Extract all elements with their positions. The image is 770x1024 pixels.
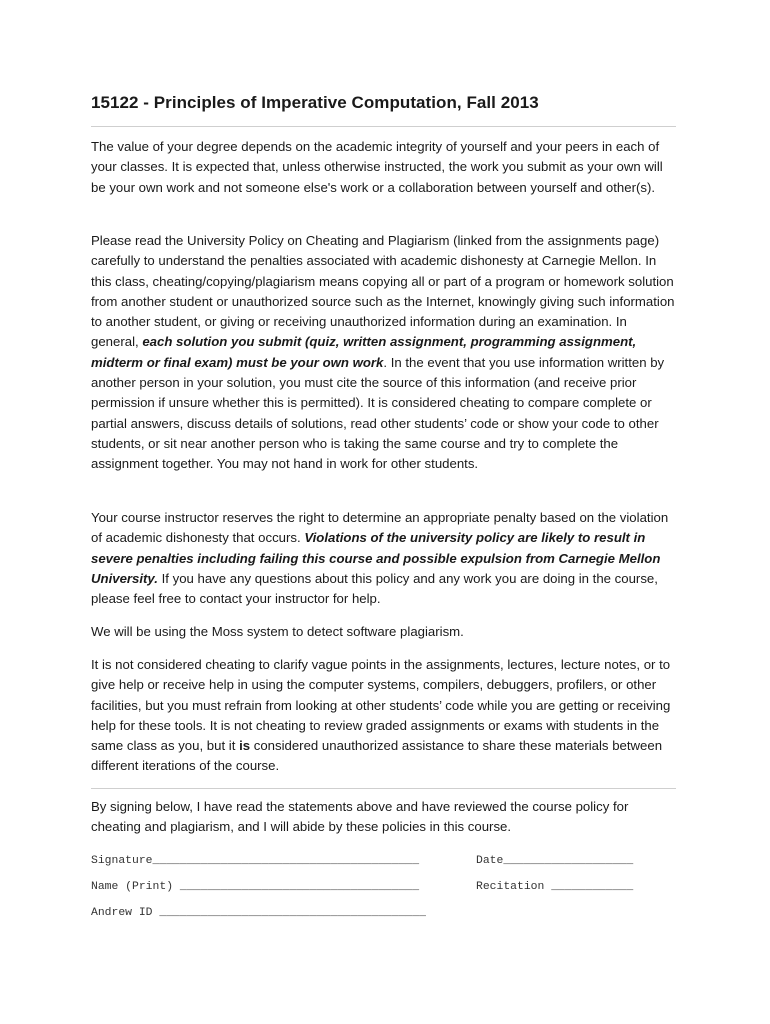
paragraph-policy-text: Please read the University Policy on Cheating and Plagiarism (linked from the assignments page) carefully to understand the penalties associated with academic dishonesty at Carnegie Mellon. In this class, cheating/copying/plagiarism means copying all or part of a program or homework solution from another student or unauthorized source such as the Internet, knowingly giving such information to another student, or giving or receiving unauthorized information during an examination. In general, xyxy=(91,233,675,350)
paragraph-policy xyxy=(91,231,676,475)
title-divider xyxy=(91,126,676,127)
paragraph-policy-text-end: . In the event that you use information written by another person in your solution, you must cite the source of this information (and receive prior permission if unsure whether this is permitted). It is considered cheating to compare complete or partial answers, discuss details of solutions, read other students’ code or show your code to other students, or sit near another person who is taking the same course and try to complete the assignment together. You may not hand in work for other students. xyxy=(91,354,665,472)
paragraph-allowed-help xyxy=(91,655,676,777)
paragraph-moss: We will be using the Moss system to detect software plagiarism. xyxy=(91,624,464,639)
recitation-field[interactable]: Recitation ____________ xyxy=(476,881,634,893)
paragraph-penalty-emphasis: Violations of the university policy are likely to result in severe penalties including failing this course and possible expulsion from Carnegie Mellon University. xyxy=(91,530,661,586)
paragraph-penalty-text: Your course instructor reserves the right to determine an appropriate penalty based on the violation of academic dishonesty that occurs. xyxy=(91,510,669,546)
andrew-id-field[interactable]: Andrew ID _______________________________________ xyxy=(91,907,426,919)
paragraph-allowed-help-text-end: considered unauthorized assistance to share these materials between different iterations of the course. xyxy=(91,738,663,774)
paragraph-penalty-text-end: If you have any questions about this policy and any work you are doing in the course, please feel free to contact your instructor for help. xyxy=(91,570,658,607)
signature-field[interactable]: Signature_______________________________________ xyxy=(91,855,420,867)
paragraph-allowed-help-emphasis: is xyxy=(239,738,251,754)
name-print-field[interactable]: Name (Print) ___________________________________ xyxy=(91,881,420,893)
paragraph-policy-emphasis: each solution you submit (quiz, written assignment, programming assignment, midterm or final exam) must be your own work xyxy=(91,334,637,370)
paragraph-penalty xyxy=(91,508,676,609)
paragraph-agreement: By signing below, I have read the statements above and have reviewed the course policy for cheating and plagiarism, and I will abide by these policies in this course. xyxy=(91,799,629,835)
signature-divider xyxy=(91,788,676,789)
paragraph-integrity: The value of your degree depends on the academic integrity of yourself and your peers in each of your classes. It is expected that, unless otherwise instructed, the work you submit as your own will be your own work and not someone else's work or a collaboration between yourself and other(s). xyxy=(91,139,663,195)
paragraph-allowed-help-text: It is not considered cheating to clarify vague points in the assignments, lectures, lecture notes, or to give help or receive help in using the computer systems, compilers, debuggers, profilers, or other facilities, but you must refrain from looking at other students’ code while you are getting or receiving help for these tools. It is not cheating to review graded assignments or exams with students in the same class as you, but it xyxy=(91,657,671,754)
document-title: 15122 - Principles of Imperative Computation, Fall 2013 xyxy=(91,93,539,112)
date-field[interactable]: Date___________________ xyxy=(476,855,634,867)
